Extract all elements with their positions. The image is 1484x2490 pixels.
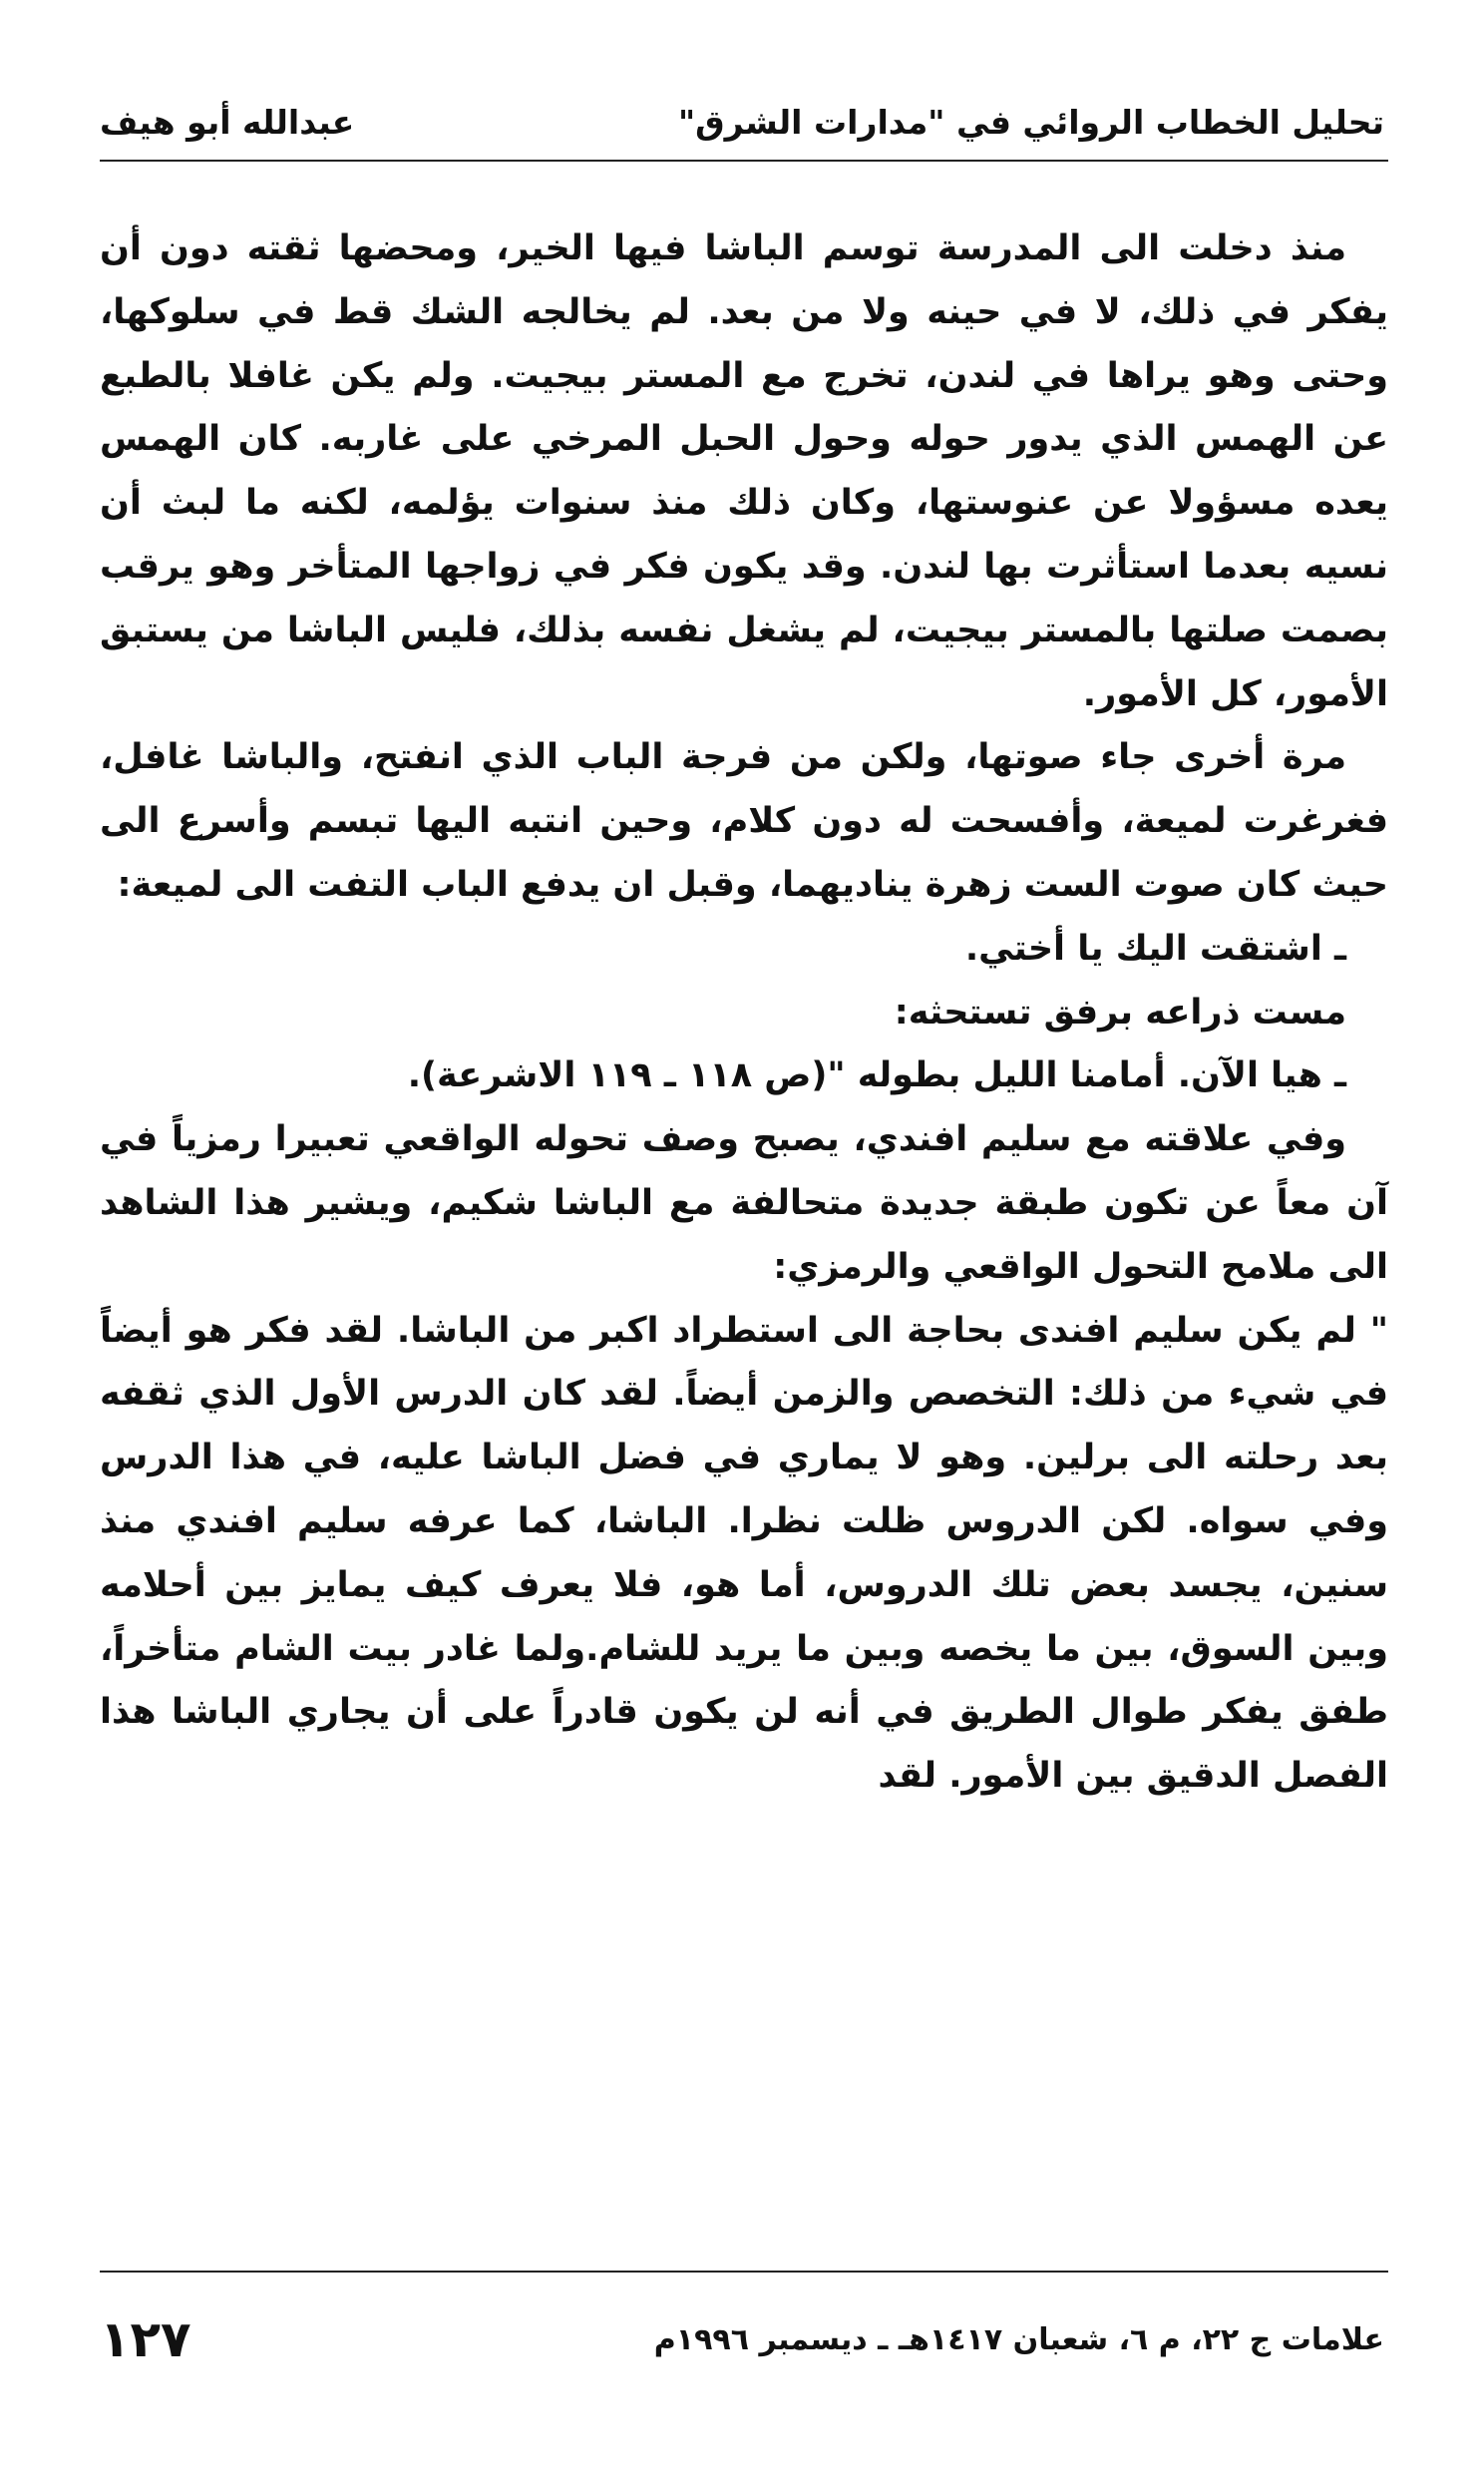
dialogue-line-missed-you: ـ اشتقت اليك يا أختي. bbox=[964, 928, 1346, 969]
running-header bbox=[100, 92, 1384, 152]
footer-divider bbox=[100, 2271, 1388, 2273]
dialogue-line-night-ahead: ـ هيا الآن. أمامنا الليل بطوله "(ص ١١٨ ـ ١١٩ الاشرعة). bbox=[407, 1055, 1346, 1096]
page-footer bbox=[100, 2294, 1384, 2384]
quotation-salim-effendi: " لم يكن سليم افندى بحاجة الى استطراد اكبر من الباشا. لقد فكر هو أيضاً في شيء من ذلك: التخصص والزمن أيضاً. لقد كان الدرس الأول الذي ثقفه بعد رحلته الى برلين. وهو لا يماري في فضل الباشا عليه، في هذا الدرس وفي سواه. لكن الدروس ظلت نظرا. الباشا، كما عرفه سليم افندي منذ سنين، يجسد بعض تلك الدروس، أما هو، فلا يعرف كيف يمايز بين أحلامه وبين السوق، بين ما يخصه وبين ما يريد للشام.ولما غادر بيت الشام متأخراً، طفق يفكر طوال الطريق في أنه لن يكون قادراً على أن يجاري الباشا هذا الفصل الدقيق بين الأمور. لقد bbox=[100, 1310, 1388, 1797]
journal-citation: علامات ج ٢٢، م ٦، شعبان ١٤١٧هـ ـ ديسمبر ١٩٩٦م bbox=[653, 2321, 1384, 2357]
header-author: عبدالله أبو هيف bbox=[100, 102, 355, 142]
header-title: تحليل الخطاب الروائي في "مدارات الشرق" bbox=[677, 102, 1384, 142]
paragraph-pasha-trust: منذ دخلت الى المدرسة توسم الباشا فيها الخير، ومحضها ثقته دون أن يفكر في ذلك، لا في حينه ولا من بعد. لم يخالجه الشك قط في سلوكها، وحتى وهو يراها في لندن، تخرج مع المستر بيجيت. ولم يكن غافلا بالطبع عن الهمس الذي يدور حوله وحول الحبل المرخي على غاربه. كان الهمس يعده مسؤولا عن عنوستها، وكان ذلك منذ سنوات يؤلمه، لكنه ما لبث أن نسيه بعدما استأثرت بها لندن. وقد يكون فكر في زواجها المتأخر وهو يرقب بصمت صلتها بالمستر بيجيت، لم يشغل نفسه بذلك، فليس الباشا من يستبق الأمور، كل الأمور. bbox=[100, 228, 1388, 714]
body-text bbox=[100, 217, 1388, 1809]
page-number: ١٢٧ bbox=[100, 2310, 191, 2368]
paragraph-touched-arm: مست ذراعه برفق تستحثه: bbox=[894, 992, 1346, 1033]
header-divider bbox=[100, 160, 1388, 162]
paragraph-voice-door: مرة أخرى جاء صوتها، ولكن من فرجة الباب الذي انفتح، والباشا غافل، فغرغرت لميعة، وأفسحت له دون كلام، وحين انتبه اليها تبسم وأسرع الى حيث كان صوت الست زهرة يناديهما، وقبل ان يدفع الباب التفت الى لميعة: bbox=[100, 737, 1388, 905]
paragraph-salim-relation: وفي علاقته مع سليم افندي، يصبح وصف تحوله الواقعي تعبيرا رمزياً في آن معاً عن تكون طبقة جديدة متحالفة مع الباشا شكيم، ويشير هذا الشاهد الى ملامح التحول الواقعي والرمزي: bbox=[100, 1119, 1388, 1287]
